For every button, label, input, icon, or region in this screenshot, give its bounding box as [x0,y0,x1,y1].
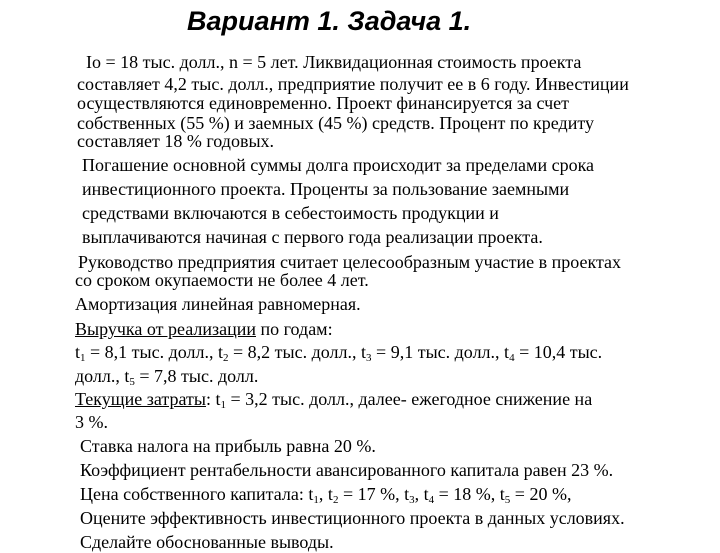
conclusion-text-cut: Сделайте обоснованные выводы. [80,532,334,552]
equity-t1-sub: 1 [313,494,319,506]
revenue-t1-sub: 1 [80,352,86,364]
amortization-text: Амортизация линейная равномерная. [75,294,361,314]
debt-line-2: инвестиционного проекта. Проценты за пользование заемными [82,179,570,199]
equity-cost-line [80,484,571,505]
equity-t3-sub: 3 [409,494,415,506]
debt-line-3: средствами включаются в себестоимость продукции и [82,203,499,223]
equity-v3: = 20 %, [510,484,572,504]
equity-t4: t [423,484,429,504]
debt-line-1: Погашение основной суммы долга происходит за пределами срока [82,155,595,175]
costs-text: = 3,2 тыс. долл., далее- ежегодное снижение на [226,389,593,409]
debt-line-4: выплачиваются начиная с первого года реализации проекта. [82,227,543,247]
revenue-t3-value: = 9,1 тыс. долл., [371,342,505,362]
revenue-t1-value: = 8,1 тыс. долл., [85,342,219,362]
problem-line-2: составляет 4,2 тыс. долл., предприятие получит ее в 6 году. Инвестиции [77,74,629,94]
tax-rate-text: Ставка налога на прибыль равна 20 %. [80,436,376,456]
management-line-2: со сроком окупаемости не более 4 лет. [75,270,369,290]
evaluate-text: Оцените эффективность инвестиционного проекта в данных условиях. [80,508,625,528]
equity-t2: t [327,484,333,504]
equity-t4-sub: 4 [428,494,435,506]
equity-t1: t [308,484,314,504]
revenue-heading-line [75,319,333,340]
equity-t5: t [499,484,505,504]
profitability-text: Коэффициент рентабельности авансированного капитала равен 23 %. [80,460,614,480]
revenue-t2-value: = 8,2 тыс. долл., [228,342,362,362]
equity-v2: = 18 %, [434,484,500,504]
revenue-t1: t [75,342,81,362]
costs-t1-sub: 1 [220,399,227,411]
slide-title: Вариант 1. Задача 1. [187,6,472,36]
revenue-t4-sub: 4 [509,352,515,364]
revenue-t2: t [218,342,224,362]
revenue-line2-pre: долл., [75,366,125,386]
costs-line-1 [75,389,592,410]
costs-colon: : [205,389,216,409]
equity-t3: t [404,484,410,504]
costs-line-2: 3 %. [75,412,108,432]
revenue-t2-sub: 2 [223,352,229,364]
revenue-values-line-2 [75,366,258,387]
revenue-heading: Выручка от реализации [75,319,256,339]
problem-line-5: составляет 18 % годовых. [77,131,275,151]
revenue-heading-tail: по годам: [255,319,333,339]
revenue-t4: t [504,342,510,362]
problem-line-1: Io = 18 тыс. долл., n = 5 лет. Ликвидационная стоимость проекта [86,52,582,72]
revenue-t5: t [124,366,130,386]
equity-v1: = 17 %, [338,484,405,504]
revenue-t3-sub: 3 [366,352,372,364]
equity-pre: Цена собственного капитала: [80,484,309,504]
revenue-t3: t [361,342,367,362]
equity-sep1: , [318,484,328,504]
costs-heading: Текущие затраты [75,389,206,409]
revenue-t4-value: = 10,4 тыс. [514,342,603,362]
management-line-1: Руководство предприятия считает целесообразным участие в проектах [78,252,622,272]
revenue-t5-value: = 7,8 тыс. долл. [134,366,259,386]
problem-line-4: собственных (55 %) и заемных (45 %) средств. Процент по кредиту [77,113,594,133]
costs-t1: t [215,389,221,409]
revenue-values-line-1 [75,342,602,363]
equity-t5-sub: 5 [504,494,511,506]
equity-t2-sub: 2 [332,494,339,506]
revenue-t5-sub: 5 [129,376,135,388]
equity-sep2: , [414,484,424,504]
problem-line-3: осуществляются единовременно. Проект финансируется за счет [77,93,570,113]
